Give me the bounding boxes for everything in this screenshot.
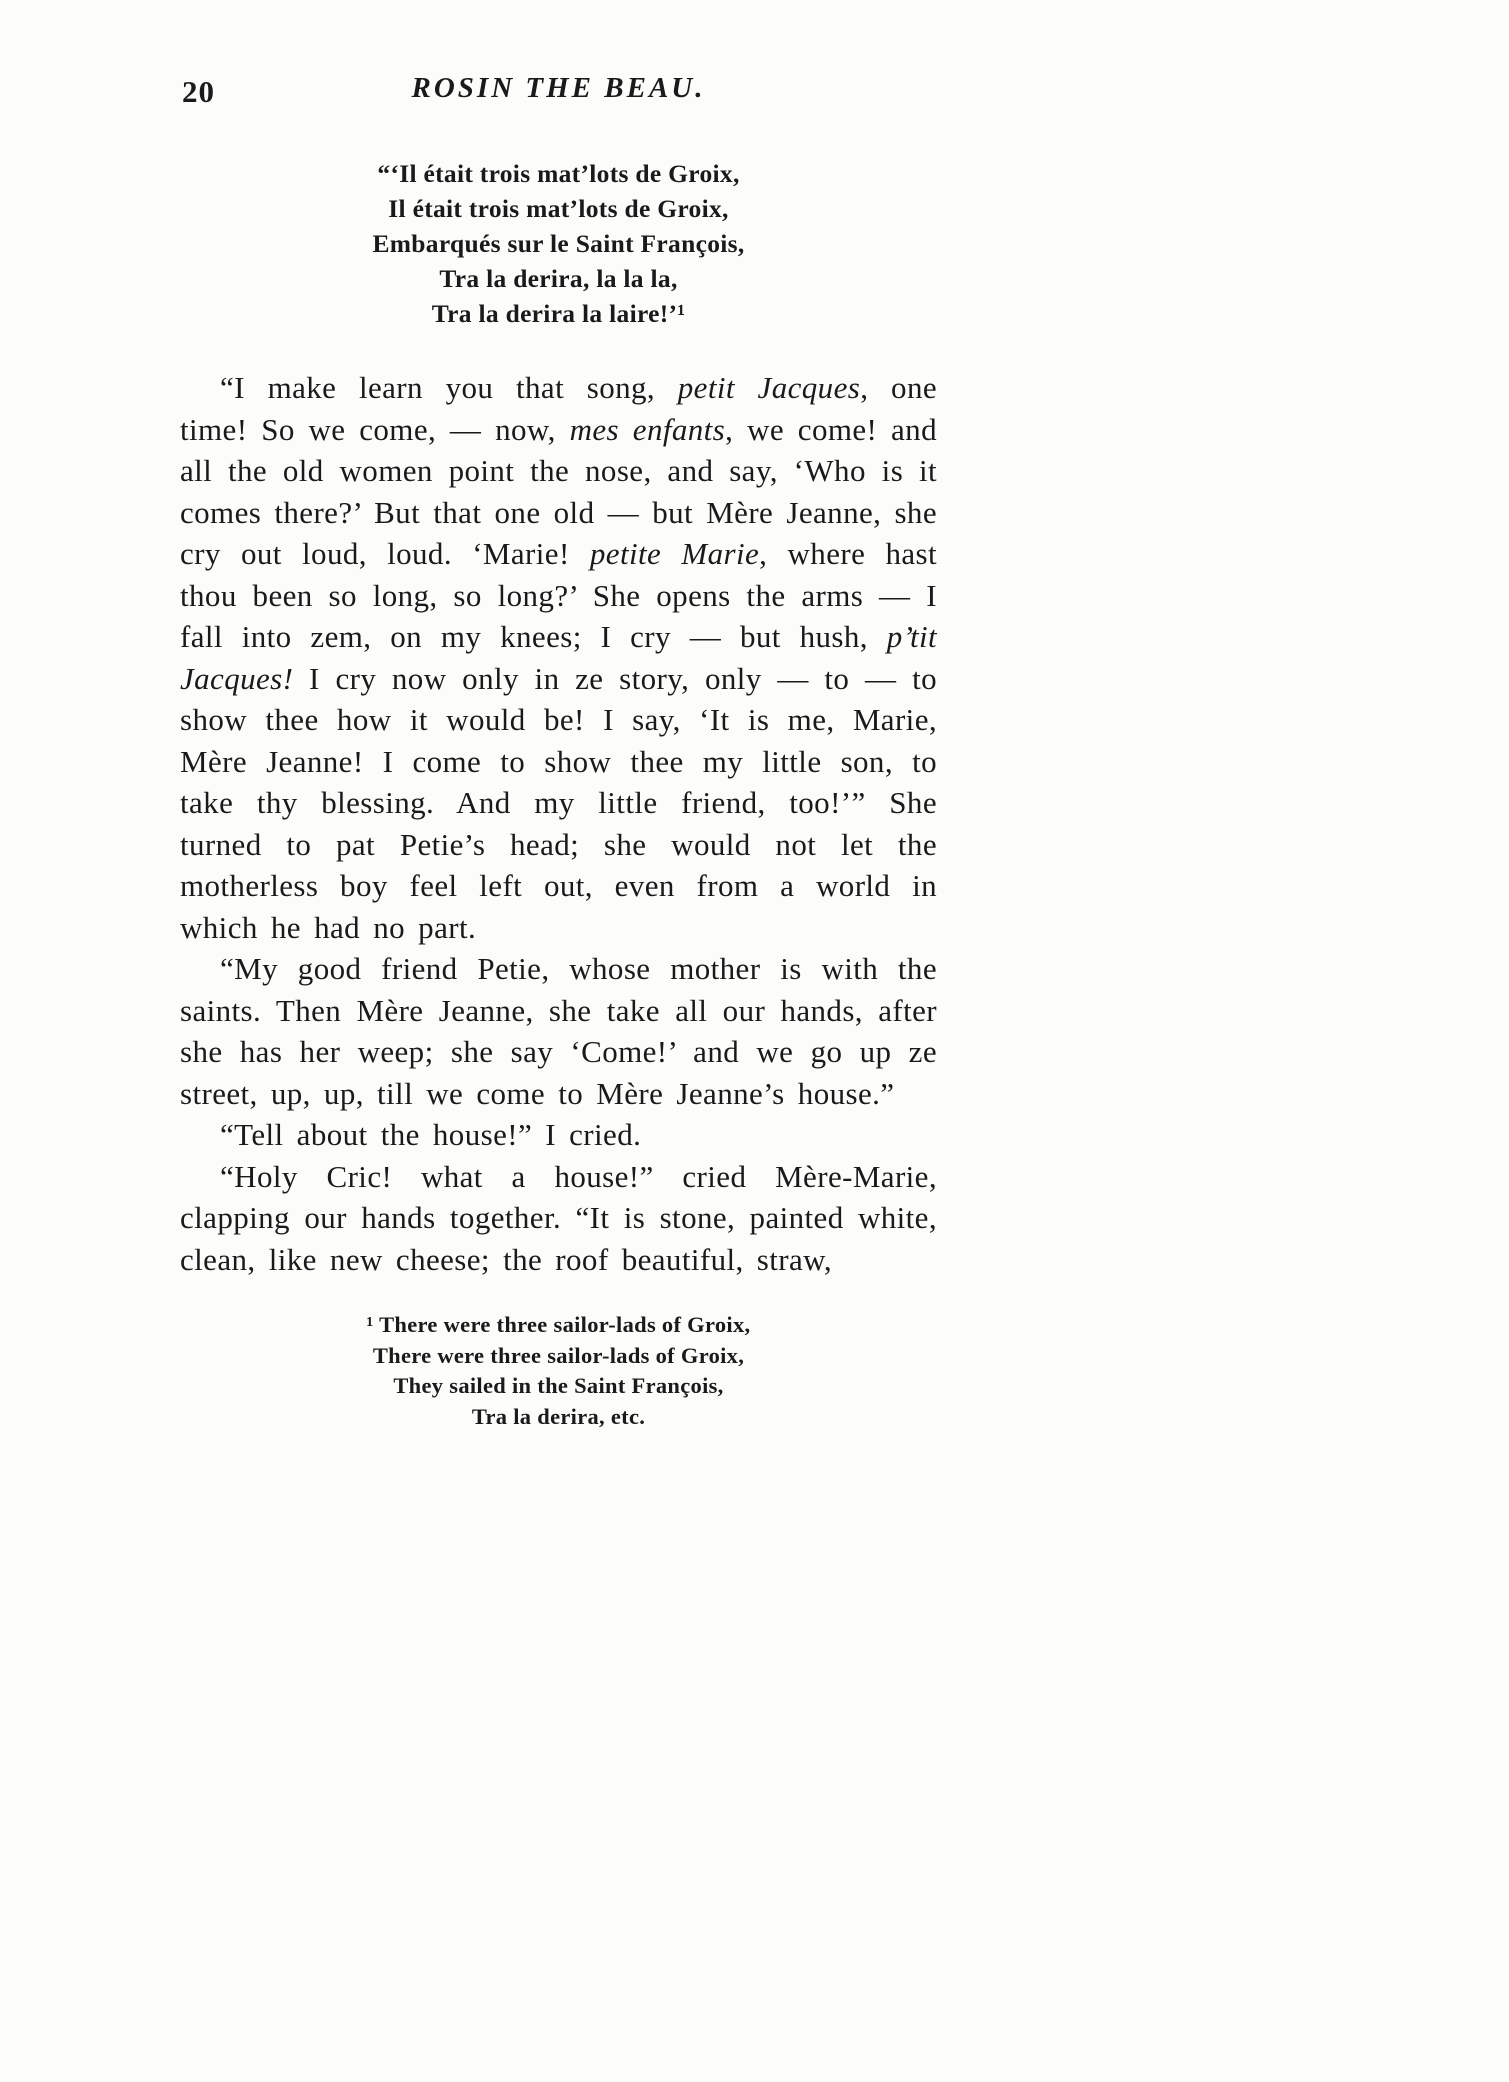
footnote-line: They sailed in the Saint François, — [393, 1373, 724, 1398]
body-run: “I make learn you that song, — [220, 370, 678, 405]
body-run: “Tell about the house!” I cried. — [220, 1117, 642, 1152]
paragraph — [180, 948, 937, 1114]
running-title: ROSIN THE BEAU. — [411, 72, 706, 104]
italic-text: mes enfants — [569, 411, 726, 447]
footnote-line: Tra la derira, etc. — [471, 1403, 646, 1429]
verse-block — [180, 156, 937, 331]
footnote-line: There were three sailor-lads of Groix, — [372, 1342, 745, 1368]
body-run: “My good friend Petie, whose mother is with the saints. Then Mère Jeanne, she take all our hands, after she has her weep; she say ‘Come!’ and we go up ze street, up, up, till we come to Mère Jeanne’s house.” — [180, 951, 937, 1111]
verse-line: “‘Il était trois mat’lots de Groix, — [377, 159, 740, 188]
body-run: , we come! and all the old women point the nose, and say, ‘Who is it comes there?’ But that one old — but Mère Jeanne, she cry out loud, loud. ‘Marie! — [180, 411, 937, 571]
italic-text: petit Jacques — [677, 370, 861, 405]
footnote-block — [180, 1310, 937, 1432]
body-run: , where hast thou been so long, so long?’ She opens the arms — I fall into zem, on my knees; I cry — but hush, — [180, 536, 937, 654]
body-run: I cry now only in ze story, only — to — to show thee how it would be! I say, ‘It is me, Marie, Mère Jeanne! I come to show thee my little son, to take thy blessing. And my little friend, too!’” She turned to pat Petie’s head; she would not let the motherless boy feel left out, even from a world in which he had no part. — [180, 660, 937, 945]
page-header — [180, 72, 937, 114]
footnote-line: ¹ There were three sailor-lads of Groix, — [366, 1312, 751, 1337]
verse-line: Tra la derira la laire!’¹ — [431, 299, 686, 328]
page-number: 20 — [182, 74, 215, 109]
verse-line: Embarqués sur le Saint François, — [372, 229, 745, 258]
paragraph — [180, 1114, 937, 1156]
italic-text: petite Marie — [589, 536, 760, 571]
text-column — [180, 72, 937, 1432]
verse-line: Tra la derira, la la la, — [439, 264, 678, 293]
body-run: , one time! So we come, — now, — [180, 370, 938, 447]
paragraph — [180, 1156, 937, 1281]
body-text — [180, 367, 937, 1280]
body-run: “Holy Cric! what a house!” cried Mère-Marie, clapping our hands together. “It is stone, painted white, clean, like new cheese; the roof beautiful, straw, — [180, 1158, 937, 1277]
italic-text: p’tit Jacques! — [180, 619, 937, 696]
paragraph — [180, 367, 937, 948]
verse-line: Il était trois mat’lots de Groix, — [388, 194, 729, 223]
